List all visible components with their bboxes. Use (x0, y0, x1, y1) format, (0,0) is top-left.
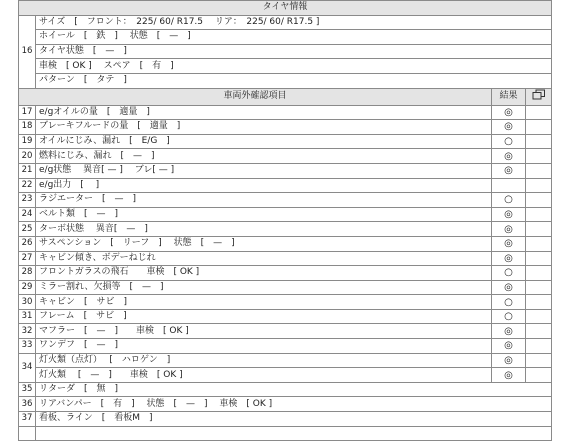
inspection-item-row (19, 134, 552, 149)
exterior-section-header (19, 88, 552, 105)
item-number-empty (19, 426, 36, 441)
item-label: ミラー割れ、欠損等 [ — ] (36, 280, 492, 295)
inspection-item-row (19, 251, 552, 266)
inspection-sheet (18, 0, 551, 426)
inspection-item-row (19, 280, 552, 295)
item-label: オイルにじみ、漏れ [ E/G ] (36, 134, 492, 149)
item-extra-cell (526, 207, 552, 222)
item-number: 27 (19, 251, 36, 266)
tire-row-number: 16 (19, 15, 36, 88)
item-extra-cell (526, 163, 552, 178)
item-number: 21 (19, 163, 36, 178)
item-label: サスペンション [ リーフ ] 状態 [ — ] (36, 236, 492, 251)
item-result: ◎ (492, 324, 526, 339)
wheel-row: ホイール [ 鉄 ] 状態 [ — ] (36, 30, 552, 45)
item-result: ○ (492, 266, 526, 281)
item-extra-cell (526, 266, 552, 281)
item-number: 31 (19, 309, 36, 324)
item-number: 37 (19, 412, 36, 427)
item-result: ○ (492, 309, 526, 324)
tire-section-title: タイヤ情報 (19, 1, 552, 16)
item-label: リターダ [ 無 ] (36, 382, 552, 397)
item-number: 18 (19, 120, 36, 135)
item-number: 19 (19, 134, 36, 149)
item-number: 22 (19, 178, 36, 193)
item-number: 35 (19, 382, 36, 397)
item-extra-cell (526, 324, 552, 339)
item-label: 看板、ライン [ 看板M ] (36, 412, 552, 427)
item-result: ◎ (492, 236, 526, 251)
inspection-item-row (19, 266, 552, 281)
item-label: ブレーキフルードの量 [ 適量 ] (36, 120, 492, 135)
item-result: ○ (492, 134, 526, 149)
item-extra-cell (526, 368, 552, 383)
tire-row (19, 44, 552, 59)
item-label: フレーム [ サビ ] (36, 309, 492, 324)
item-extra-cell (526, 251, 552, 266)
item-number: 32 (19, 324, 36, 339)
item-label: e/gオイルの量 [ 適量 ] (36, 105, 492, 120)
inspection-item-row (19, 207, 552, 222)
inspection-item-row (19, 412, 552, 427)
inspection-item-row (19, 382, 552, 397)
item-extra-cell (526, 236, 552, 251)
item-label: リアバンパー [ 有 ] 状態 [ — ] 車検 [ OK ] (36, 397, 552, 412)
tire-section-header (19, 1, 552, 16)
item-result: ◎ (492, 280, 526, 295)
copy-icon[interactable] (526, 88, 552, 105)
item-label-empty (36, 426, 552, 441)
tire-condition-row: タイヤ状態 [ — ] (36, 44, 552, 59)
inspection-item-row (19, 309, 552, 324)
item-extra-cell (526, 105, 552, 120)
item-result: ◎ (492, 339, 526, 354)
inspection-item-row (19, 149, 552, 164)
item-result: ◎ (492, 207, 526, 222)
item-number: 24 (19, 207, 36, 222)
item-label: ベルト類 [ — ] (36, 207, 492, 222)
item-result: ◎ (492, 368, 526, 383)
item-label: e/g出力 [ ] (36, 178, 492, 193)
item-result: ○ (492, 295, 526, 310)
item-label: ターボ状態 異音[ — ] (36, 222, 492, 237)
item-label: キャビン傾き、ボデーねじれ (36, 251, 492, 266)
item-extra-cell (526, 193, 552, 208)
inspection-item-row (19, 193, 552, 208)
item-result: ◎ (492, 149, 526, 164)
item-result: ◎ (492, 251, 526, 266)
inspection-spare-row: 車検 [ OK ] スペア [ 有 ] (36, 59, 552, 74)
inspection-table (18, 0, 552, 441)
item-extra-cell (526, 309, 552, 324)
item-extra-cell (526, 295, 552, 310)
item-label: 灯火類 [ — ] 車検 [ OK ] (36, 368, 492, 383)
item-extra-cell (526, 222, 552, 237)
item-label: ワンデフ [ — ] (36, 339, 492, 354)
item-result: ○ (492, 193, 526, 208)
inspection-item-row (19, 324, 552, 339)
exterior-section-title: 車両外確認項目 (19, 88, 492, 105)
trailing-empty-row (19, 426, 552, 441)
item-result: ◎ (492, 120, 526, 135)
tire-size-row: サイズ [ フロント： 225/ 60/ R17.5 リア： 225/ 60/ R17.5 ] (36, 15, 552, 30)
tire-row (19, 30, 552, 45)
item-number: 26 (19, 236, 36, 251)
tread-pattern-row: パターン [ タテ ] (36, 73, 552, 88)
item-extra-cell (526, 280, 552, 295)
inspection-item-row (19, 178, 552, 193)
item-extra-cell (526, 353, 552, 368)
inspection-item-row (19, 236, 552, 251)
inspection-item-row (19, 120, 552, 135)
inspection-item-subrow (19, 368, 552, 383)
inspection-item-row (19, 105, 552, 120)
tire-row (19, 73, 552, 88)
item-result: ◎ (492, 222, 526, 237)
item-number: 25 (19, 222, 36, 237)
item-extra-cell (526, 120, 552, 135)
item-number: 36 (19, 397, 36, 412)
item-number: 23 (19, 193, 36, 208)
item-number: 29 (19, 280, 36, 295)
item-result: ◎ (492, 353, 526, 368)
item-label: 燃料にじみ、漏れ [ — ] (36, 149, 492, 164)
item-label: マフラー [ — ] 車検 [ OK ] (36, 324, 492, 339)
item-extra-cell (526, 339, 552, 354)
inspection-item-row (19, 163, 552, 178)
tire-row (19, 15, 552, 30)
item-extra-cell (526, 149, 552, 164)
item-number: 20 (19, 149, 36, 164)
item-label: ラジエーター [ — ] (36, 193, 492, 208)
item-number: 34 (19, 353, 36, 382)
item-number: 30 (19, 295, 36, 310)
result-column-header: 結果 (492, 88, 526, 105)
inspection-item-row (19, 353, 552, 368)
item-result: ◎ (492, 105, 526, 120)
inspection-item-row (19, 397, 552, 412)
item-label: e/g状態 異音[ — ] ブレ[ — ] (36, 163, 492, 178)
item-extra-cell (526, 134, 552, 149)
item-number: 28 (19, 266, 36, 281)
item-number: 17 (19, 105, 36, 120)
item-number: 33 (19, 339, 36, 354)
item-result: ◎ (492, 163, 526, 178)
item-label: キャビン [ サビ ] (36, 295, 492, 310)
inspection-item-row (19, 222, 552, 237)
item-result (492, 178, 526, 193)
inspection-item-row (19, 339, 552, 354)
tire-row (19, 59, 552, 74)
inspection-item-row (19, 295, 552, 310)
item-label: フロントガラスの飛石 車検 [ OK ] (36, 266, 492, 281)
copy-icon-glyph (532, 89, 546, 100)
item-label: 灯火類（点灯） [ ハロゲン ] (36, 353, 492, 368)
item-extra-cell (526, 178, 552, 193)
